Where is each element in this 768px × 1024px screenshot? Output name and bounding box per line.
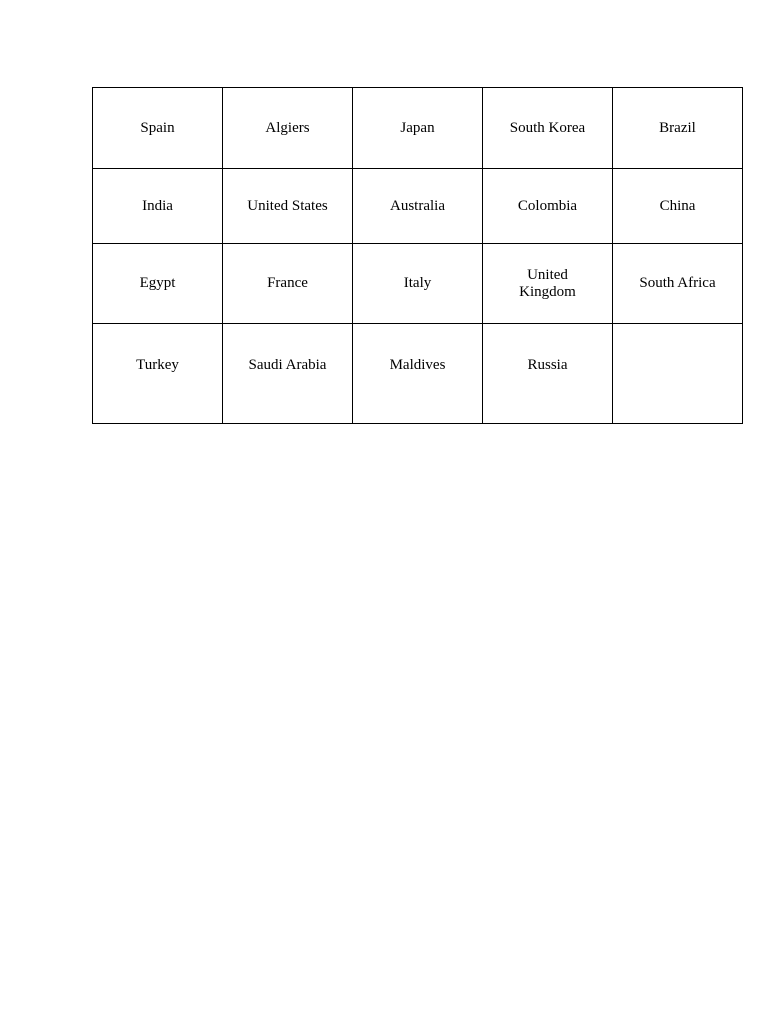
table-cell [483, 324, 613, 424]
table-cell [483, 244, 613, 324]
table-cell [223, 244, 353, 324]
cell-text: Italy [403, 275, 432, 291]
table-cell [223, 324, 353, 424]
table-cell [613, 244, 743, 324]
cell-text: Maldives [389, 357, 446, 373]
table-cell [223, 169, 353, 244]
cell-text: Egypt [139, 275, 176, 291]
table-row [93, 88, 743, 169]
cell-text: South Africa [639, 275, 716, 291]
cell-text: China [659, 197, 696, 214]
table-cell [93, 88, 223, 169]
table-cell-empty [613, 324, 743, 424]
table-cell [353, 324, 483, 424]
table-cell [223, 88, 353, 169]
cell-text: South Korea [509, 119, 586, 136]
cell-text: France [267, 275, 308, 291]
cell-text: Brazil [659, 119, 696, 136]
cell-text: Saudi Arabia [248, 357, 327, 373]
table-row [93, 324, 743, 424]
table-cell [93, 324, 223, 424]
cell-text: Japan [400, 119, 435, 136]
cell-text: Russia [527, 357, 568, 373]
cell-text: United States [247, 197, 328, 214]
cell-text: Algiers [265, 119, 310, 136]
table-cell [93, 169, 223, 244]
table-cell [613, 169, 743, 244]
table-cell [483, 169, 613, 244]
country-table [92, 87, 743, 424]
table-cell [353, 169, 483, 244]
cell-text: India [142, 197, 173, 214]
table-row [93, 169, 743, 244]
cell-text: Spain [140, 119, 175, 136]
table-cell [613, 88, 743, 169]
table-cell [353, 88, 483, 169]
cell-text: United Kingdom [519, 266, 576, 300]
cell-text: Australia [390, 197, 445, 214]
table-cell [353, 244, 483, 324]
cell-text: Turkey [136, 357, 179, 373]
table-cell [93, 244, 223, 324]
cell-text: Colombia [517, 197, 578, 214]
table-cell [483, 88, 613, 169]
table-row [93, 244, 743, 324]
